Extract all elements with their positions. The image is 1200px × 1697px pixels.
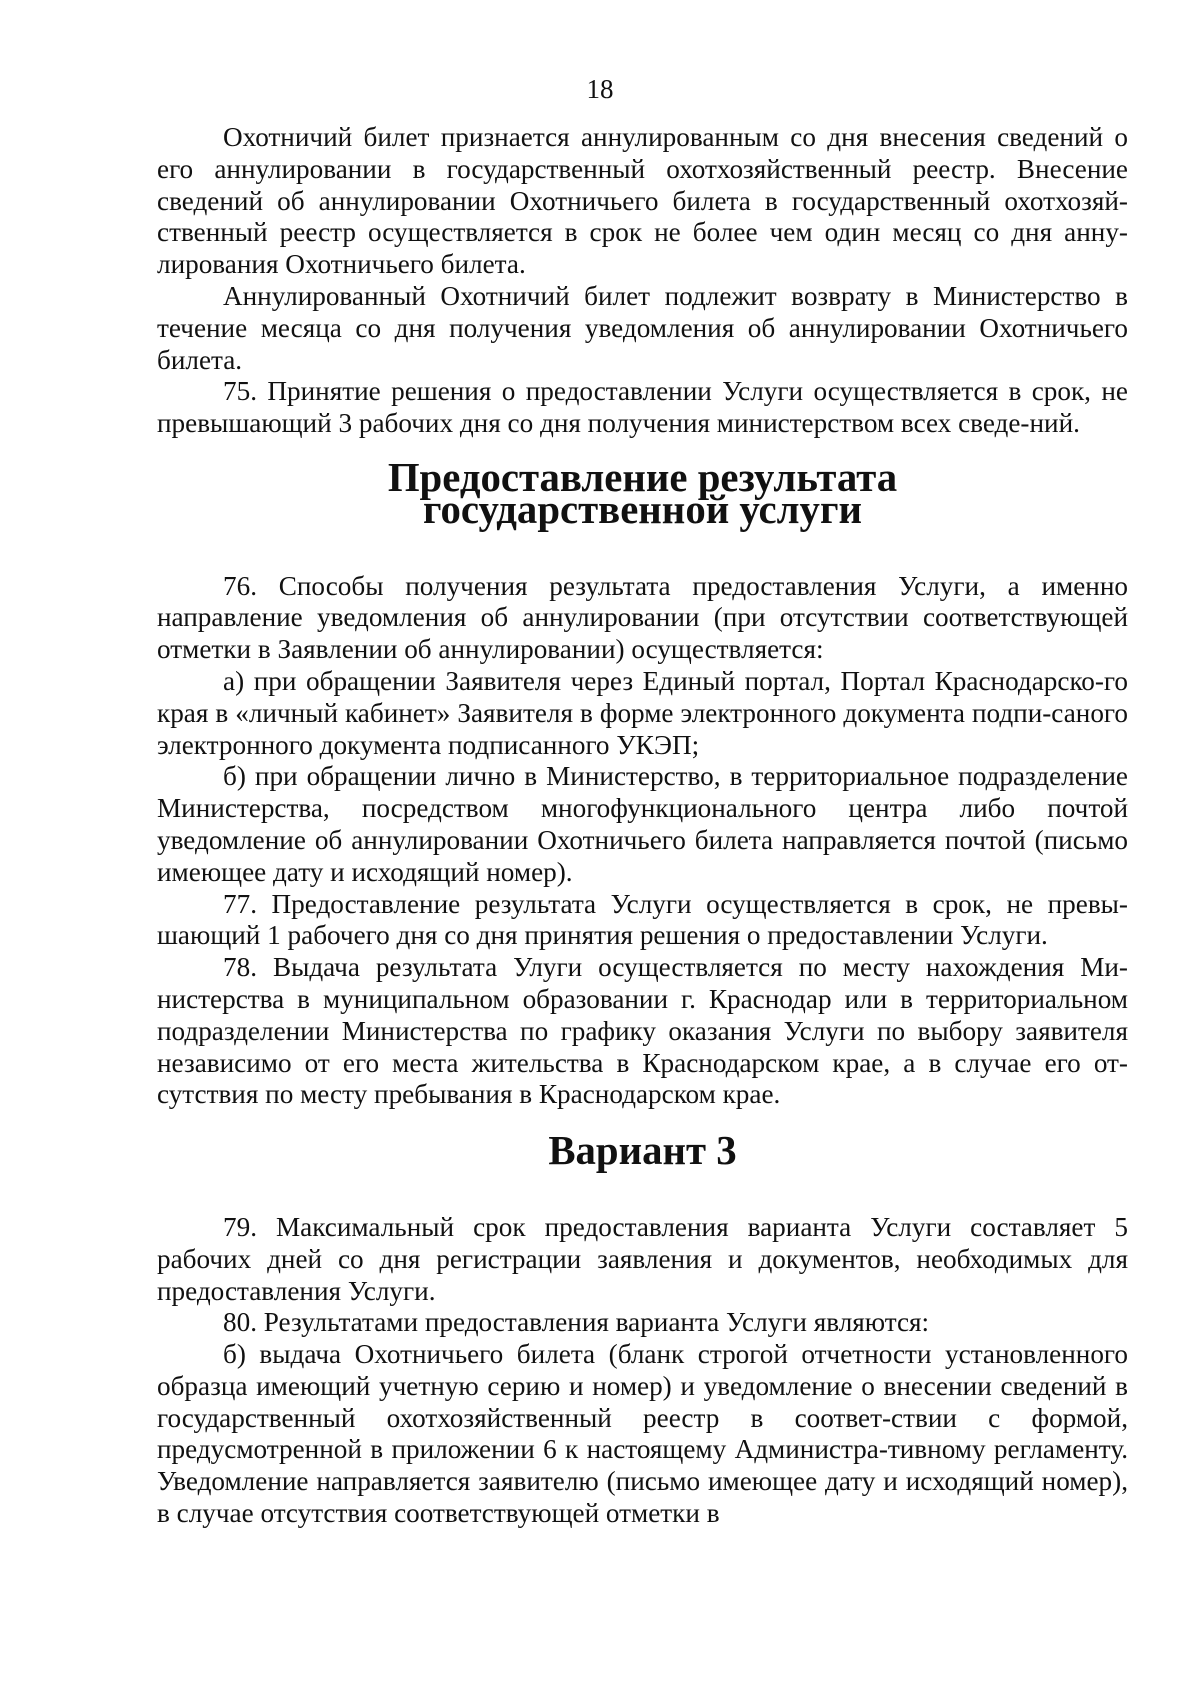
section-heading-result — [157, 454, 1128, 532]
section-heading-variant-3: Вариант 3 — [548, 1128, 737, 1174]
paragraph-76: 76. Способы получения результата предоставления Услуги, а именно направление уведомления об аннулировании (при отсутствии соответствующей отметки в Заявлении об аннулировании) осуществляется: — [157, 570, 1128, 665]
section-heading-line-2: государственной услуги — [422, 486, 862, 532]
paragraph-77: 77. Предоставление результата Услуги осуществляется в срок, не превы-шающий 1 рабочего дня со дня принятия решения о предоставлении Услуги. — [157, 888, 1128, 951]
document-body — [157, 122, 1128, 1530]
paragraph-76-a: а) при обращении Заявителя через Единый портал, Портал Краснодарско-го края в «личный кабинет» Заявителя в форме электронного документа подпи-саного электронного документа подписанного УКЭП; — [157, 665, 1128, 760]
paragraph-80: 80. Результатами предоставления варианта Услуги являются: — [223, 1307, 930, 1338]
paragraph-75: 75. Принятие решения о предоставлении Услуги осуществляется в срок, не превышающий 3 рабочих дня со дня получения министерством всех сведе-ний. — [157, 376, 1128, 439]
paragraph-78: 78. Выдача результата Улуги осуществляется по месту нахождения Ми-нистерства в муниципальном образовании г. Краснодар или в территориальном подразделении Министерства по графику оказания Услуги по выбору заявителя независимо от его места жительства в Краснодарском крае, а в случае его от-сутствия по месту пребывания в Краснодарском крае. — [157, 952, 1128, 1110]
paragraph-annulment-effective: Охотничий билет признается аннулированным со дня внесения сведений о его аннулировании в государственный охотхозяйственный реестр. Внесение сведений об аннулировании Охотничьего билета в государственный охотхозяй-ственный реестр осуществляется в срок не более чем один месяц со дня анну-лирования Охотничьего билета. — [157, 122, 1128, 280]
paragraph-80-b: б) выдача Охотничьего билета (бланк строгой отчетности установленного образца имеющий учетную серию и номер) и уведомление о внесении сведений в государственный охотхозяйственный реестр в соответ-ствии с формой, предусмотренной в приложении 6 к настоящему Администра-тивному регламенту. Уведомление направляется заявителю (письмо имеющее дату и исходящий номер), в случае отсутствия соответствующей отметки в — [157, 1339, 1128, 1529]
paragraph-79: 79. Максимальный срок предоставления варианта Услуги составляет 5 рабочих дней со дня регистрации заявления и документов, необходимых для предоставления Услуги. — [157, 1211, 1128, 1306]
page-number: 18 — [586, 74, 614, 104]
section-heading-line-1: Предоставление результата — [387, 454, 898, 500]
paragraph-return-ticket: Аннулированный Охотничий билет подлежит возврату в Министерство в течение месяца со дня получения уведомления об аннулировании Охотничьего билета. — [157, 280, 1128, 375]
paragraph-76-b: б) при обращении лично в Министерство, в территориальное подразделение Министерства, посредством многофункционального центра либо почтой уведомление об аннулировании Охотничьего билета направляется почтой (письмо имеющее дату и исходящий номер). — [157, 761, 1128, 887]
